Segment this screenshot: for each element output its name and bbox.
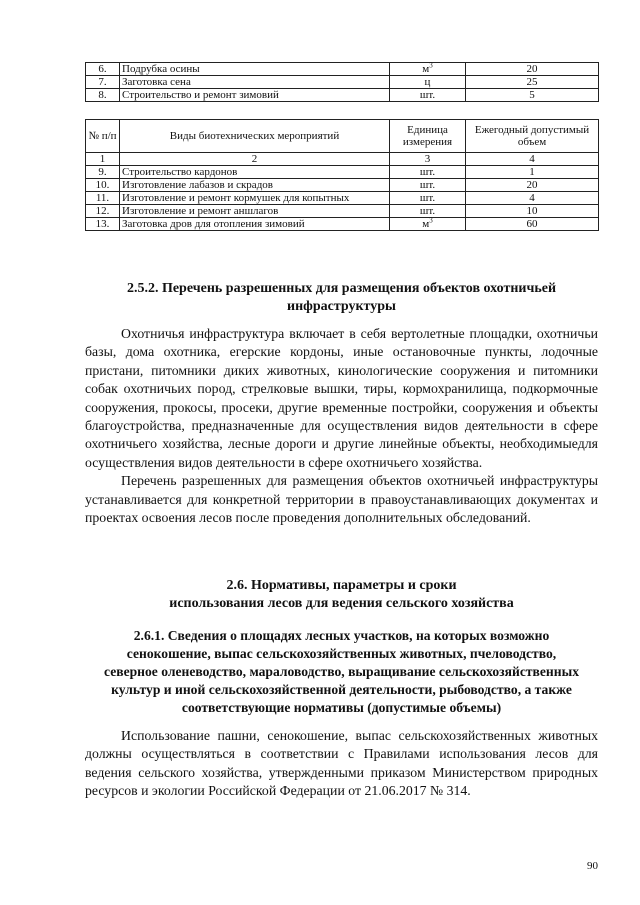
cell-unit (390, 166, 466, 179)
cell-num-text: 6. (98, 63, 107, 75)
cell-unit (390, 205, 466, 218)
cell-name (120, 166, 390, 179)
cell-num (86, 179, 120, 192)
cell-volume (466, 89, 599, 102)
cell-name (120, 192, 390, 205)
table-top (85, 62, 599, 102)
cell-unit (390, 192, 466, 205)
cell-name-text: Заготовка дров для отопления зимовий (122, 218, 305, 230)
cell-volume (466, 76, 599, 89)
cell-num (86, 166, 120, 179)
table-row (86, 63, 599, 76)
cell-volume (466, 192, 599, 205)
cell-num (86, 63, 120, 76)
cell-volume (466, 205, 599, 218)
table-row (86, 192, 599, 205)
cell-unit (390, 218, 466, 231)
table-row (86, 179, 599, 192)
cell-num (86, 218, 120, 231)
cell-num (86, 76, 120, 89)
cell-volume (466, 166, 599, 179)
section-heading-2-6 (85, 577, 598, 613)
cell-unit-text: шт. (419, 192, 436, 204)
section-heading-2-5-2 (85, 280, 598, 316)
table-row (86, 218, 599, 231)
cell-volume-text: 4 (529, 192, 535, 204)
cell-volume-text: 60 (526, 218, 538, 230)
cell-name-text: Изготовление лабазов и скрадов (122, 179, 273, 191)
header-volume: Ежегодный допустимый объем (466, 120, 599, 153)
cell-unit (390, 179, 466, 192)
paragraph: Использование пашни, сенокошение, выпас сельскохозяйственных животных должны осуществляться в соответствии с Правилами использования лесов для ведения сельского хозяйства, утвержденными приказом Министерством природных ресурсов и экологии Российской Федерации от 21.06.2017 № 314. (85, 728, 598, 799)
cell-name (120, 218, 390, 231)
cell-name (120, 76, 390, 89)
cell-unit-text: шт. (419, 89, 436, 101)
section-heading-2-6-1 (85, 627, 598, 717)
cell-num (86, 205, 120, 218)
table-header-row (86, 120, 599, 153)
cell-num-text: 10. (95, 179, 110, 191)
cell-unit (390, 76, 466, 89)
cell-volume-text: 20 (526, 63, 538, 75)
cell-volume-text: 5 (529, 89, 535, 101)
index-unit: 3 (390, 153, 466, 166)
table-row (86, 76, 599, 89)
page-number: 90 (587, 860, 598, 872)
cell-unit (390, 63, 466, 76)
table-row (86, 166, 599, 179)
cell-volume-text: 20 (526, 179, 538, 191)
paragraph: Охотничья инфраструктура включает в себя вертолетные площадки, охотничьи базы, дома охотника, егерские кордоны, иные остановочные пункты, лодочные пристани, питомники диких животных, кинологические сооружения и питомники собак охотничьих пород, стрелковые вышки, тиры, кормохранилища, подкормочные сооружения, прокосы, просеки, другие временные постройки, сооружения и объекты благоустройства, предназначенные для осуществления видов деятельности в сфере охотничьего хозяйства, лесные дороги и другие линейные объекты, необходимыедля осуществления видов деятельности в сфере охотничьего хозяйства. (85, 326, 598, 470)
cell-unit-text: м (422, 63, 430, 75)
table-top-body (86, 63, 599, 102)
cell-name-text: Заготовка сена (122, 76, 191, 88)
cell-name (120, 205, 390, 218)
index-num: 1 (86, 153, 120, 166)
cell-name (120, 89, 390, 102)
unit-superscript: 3 (429, 61, 433, 70)
cell-volume-text: 10 (526, 205, 538, 217)
cell-unit-text: шт. (419, 166, 436, 178)
header-num: № п/п (86, 120, 120, 153)
heading-line: 2.6.1. Сведения о площадях лесных участков, на которых возможно (133, 628, 550, 643)
cell-name-text: Подрубка осины (122, 63, 200, 75)
header-name: Виды биотехнических мероприятий (120, 120, 390, 153)
cell-num-text: 7. (98, 76, 107, 88)
heading-line: инфраструктуры (287, 299, 396, 314)
heading-line: соответствующие нормативы (допустимые объемы) (181, 700, 502, 715)
cell-volume (466, 179, 599, 192)
heading-line: 2.5.2. Перечень разрешенных для размещения объектов охотничьей (126, 281, 557, 296)
cell-name-text: Строительство и ремонт зимовий (122, 89, 279, 101)
cell-volume-text: 1 (529, 166, 535, 178)
section-2-5-2-body (85, 325, 598, 527)
header-unit: Единица измерения (390, 120, 466, 153)
heading-line: использования лесов для ведения сельского хозяйства (169, 596, 514, 611)
cell-unit-text: шт. (419, 205, 436, 217)
cell-num-text: 9. (98, 166, 107, 178)
cell-num-text: 12. (95, 205, 110, 217)
table-main (85, 119, 599, 231)
index-name: 2 (120, 153, 390, 166)
paragraph: Перечень разрешенных для размещения объектов охотничьей инфраструктуры устанавливается для конкретной территории в правоустанавливающих документах и проектах освоения лесов после проведения дополнительных обследований. (85, 473, 598, 526)
heading-line: сенокошение, выпас сельскохозяйственных животных, пчеловодство, (126, 646, 557, 661)
cell-volume-text: 25 (526, 76, 538, 88)
cell-unit (390, 89, 466, 102)
cell-name (120, 63, 390, 76)
table-row (86, 89, 599, 102)
index-volume: 4 (466, 153, 599, 166)
cell-num-text: 8. (98, 89, 107, 101)
table-main-body (86, 120, 599, 231)
cell-unit-text: ц (424, 76, 431, 88)
unit-superscript: 3 (429, 216, 433, 225)
cell-name-text: Изготовление и ремонт аншлагов (122, 205, 279, 217)
cell-num-text: 11. (95, 192, 110, 204)
cell-unit-text: шт. (419, 179, 436, 191)
cell-num (86, 89, 120, 102)
heading-line: северное оленеводство, мараловодство, выращивание сельскохозяйственных (104, 664, 579, 679)
heading-line: 2.6. Нормативы, параметры и сроки (226, 578, 457, 593)
heading-line: культур и иной сельскохозяйственной деятельности, рыбоводство, а также (111, 682, 572, 697)
cell-unit-text: м (422, 218, 430, 230)
cell-name-text: Строительство кардонов (122, 166, 238, 178)
cell-name (120, 179, 390, 192)
cell-volume (466, 218, 599, 231)
cell-name-text: Изготовление и ремонт кормушек для копытных (122, 192, 350, 204)
cell-volume (466, 63, 599, 76)
cell-num (86, 192, 120, 205)
section-2-6-1-body (85, 727, 598, 801)
cell-num-text: 13. (95, 218, 110, 230)
table-index-row (86, 153, 599, 166)
table-row (86, 205, 599, 218)
